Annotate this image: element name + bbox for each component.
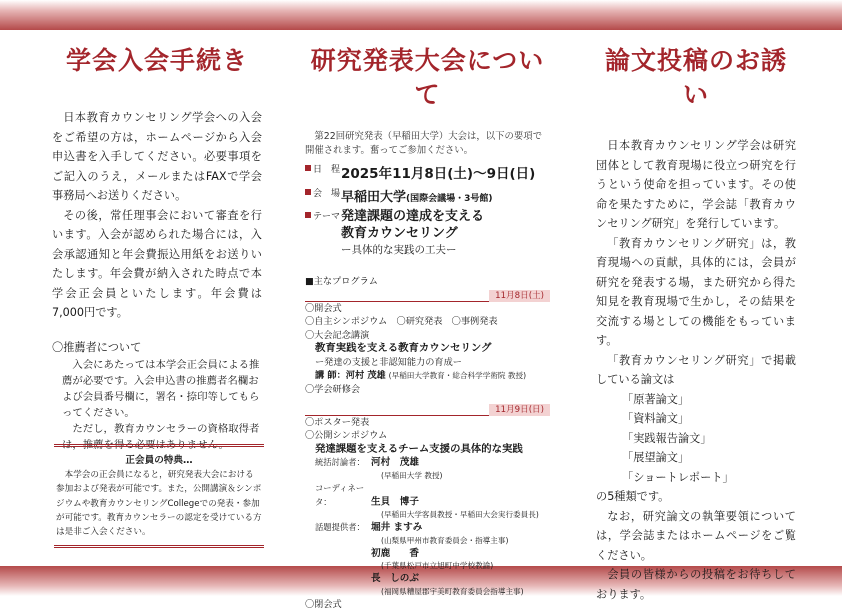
lecturer: 講 師：河村 茂雄 (早稲田大学教育・総合科学学術院 教授): [315, 370, 527, 382]
recommender-heading: 〇推薦者について: [52, 340, 142, 354]
day2-sympo-head: 〇公開シンポジウム: [305, 430, 388, 442]
submission-para-5: 会員の皆様からの投稿をお待ちしております。: [596, 568, 796, 601]
venue-row: [305, 186, 550, 205]
date-value: 2025年11月8日(土)〜9日(日): [341, 166, 536, 182]
membership-section: [52, 44, 262, 453]
date-tag: 日 程: [305, 162, 341, 175]
day1-sessions: 〇自主シンポジウム 〇研究発表 〇事例発表: [305, 316, 498, 328]
recommender-para-1: 入会にあたっては本学会正会員による推薦が必要です。入会申込書の推薦者名欄および会員番号欄に，署名・捺印等してもらってください。: [62, 358, 260, 419]
submission-para-2: 「教育カウンセリング研究」は，教育現場への貢献，具体的には，会員が研究を発表する場，また研究から得た知見を教育現場で生かし，その結果を交流する場としての機能をもっています。: [596, 236, 796, 347]
conference-title: 研究発表大会について: [310, 46, 545, 109]
paper-type-item: 「原著論文」: [622, 392, 690, 406]
member-benefit-box: [54, 444, 264, 548]
lecture-subtitle: ー発達の支援と非認知能力の育成ー: [315, 356, 462, 368]
submission-para-3: 「教育カウンセリング研究」で掲載している論文は: [596, 353, 796, 386]
day2-poster: 〇ポスター発表: [305, 416, 370, 428]
theme-row: [305, 209, 550, 259]
panelist-2-aff: (早稲田大学客員教授・早稲田大会実行委員長): [381, 510, 539, 520]
paper-type-item: 「展望論文」: [622, 451, 690, 464]
day1-label: 11月8日(土): [489, 290, 550, 302]
day2-rule: [305, 403, 550, 416]
benefit-title: 正会員の特典…: [125, 455, 193, 466]
date-row: [305, 162, 550, 182]
venue-note: (国際会議場・3号館): [406, 194, 493, 204]
day1-lecture-head: 〇大会記念講演: [305, 329, 370, 341]
panelist-5: 長 しのぶ: [371, 573, 419, 585]
theme-value: 発達課題の達成を支える 教育カウンセリング ー具体的な実践の工夫ー: [341, 209, 484, 259]
benefit-body: 本学会の正会員になると，研究発表大会における参加および発表が可能です。また，公開講演＆シンポジウムや教育カウンセリングCollegeでの発表・参加が可能です。教育カウンセラーの認定を受けている方は是非ご入会ください。: [56, 470, 262, 538]
panelist-5-aff: (福岡県糟屋郡宇美町教育委員会指導主事): [381, 587, 524, 596]
panelist-1: 統括討論者： 河村 茂雄: [315, 457, 419, 469]
paper-submission-section: [596, 44, 796, 604]
membership-title: 学会入会手続き: [65, 46, 248, 75]
day1-rule: [305, 289, 550, 302]
lecture-title: 教育実践を支える教育カウンセリング: [315, 342, 492, 355]
paper-type-list: [596, 390, 796, 488]
venue-value: 早稲田大学(国際会議場・3号館): [341, 190, 493, 205]
program-heading: ■主なプログラム: [305, 275, 378, 287]
square-bullet-icon: [305, 189, 311, 195]
membership-para-2: その後，常任理事会において審査を行います。入会が認められた場合には，入会承認通知と年会費振込用紙をお送りいたします。年会費が納入された時点で本学会正会員といたします。年会費は7,000円です。: [52, 208, 262, 319]
day1-opening: 〇開会式: [305, 302, 342, 314]
theme-tag: テーマ: [305, 209, 341, 222]
sympo-title: 発達課題を支えるチーム支援の具体的な実践: [315, 442, 523, 455]
conference-intro: 第22回研究発表（早稲田大学）大会は，以下の要項で開催されます。奮ってご参加ください。: [305, 131, 542, 156]
paper-type-item: 「資料論文」: [622, 412, 690, 425]
submission-para-4: なお，研究論文の執筆要領については，学会誌またはホームページをご覧ください。: [596, 509, 796, 562]
panelist-3: 話題提供者： 堀井 ますみ: [315, 522, 423, 534]
panelist-3-aff: (山梨県甲州市教育委員会・指導主事): [381, 535, 509, 545]
submission-para-1: 日本教育カウンセリング学会は研究団体として教育現場に役立つ研究を行うという使命を担っています。その使命を果たすために，学会誌「教育カウンセリング研究」を発行しています。: [596, 139, 796, 230]
submission-title: 論文投稿のお誘い: [604, 46, 787, 109]
paper-types-tail: の5種類です。: [596, 490, 670, 503]
recommender-para-2: ただし，教育カウンセラーの資格取得者は，推薦を得る必要はありません。: [62, 422, 260, 451]
day1-meeting: 〇学会研修会: [305, 384, 361, 396]
panelist-1-aff: (早稲田大学 教授): [381, 471, 443, 481]
panelist-4-aff: (千葉県松戸市立旭町中学校教諭): [381, 561, 494, 571]
theme-subtitle: ー具体的な実践の工夫ー: [341, 244, 457, 256]
panelist-2: コーディネータ： 生貝 博子: [315, 483, 419, 508]
day2-closing: 〇閉会式: [305, 599, 342, 610]
conference-section: [305, 44, 550, 612]
membership-para-1: 日本教育カウンセリング学会への入会をご希望の方は，ホームページから入会申込書を入手してください。必要事項をご記入のうえ，メールまたはFAXで学会事務局へお送りください。: [52, 111, 262, 202]
panelist-4: 初鹿 香: [371, 547, 419, 559]
paper-type-item: 「実践報告論文」: [622, 431, 712, 445]
venue-tag: 会 場: [305, 186, 341, 199]
top-decorative-band: [0, 0, 842, 30]
square-bullet-icon: [305, 165, 311, 171]
paper-type-item: 「ショートレポート」: [622, 470, 734, 484]
day2-label: 11月9日(日): [489, 404, 550, 416]
square-bullet-icon: [305, 212, 311, 218]
